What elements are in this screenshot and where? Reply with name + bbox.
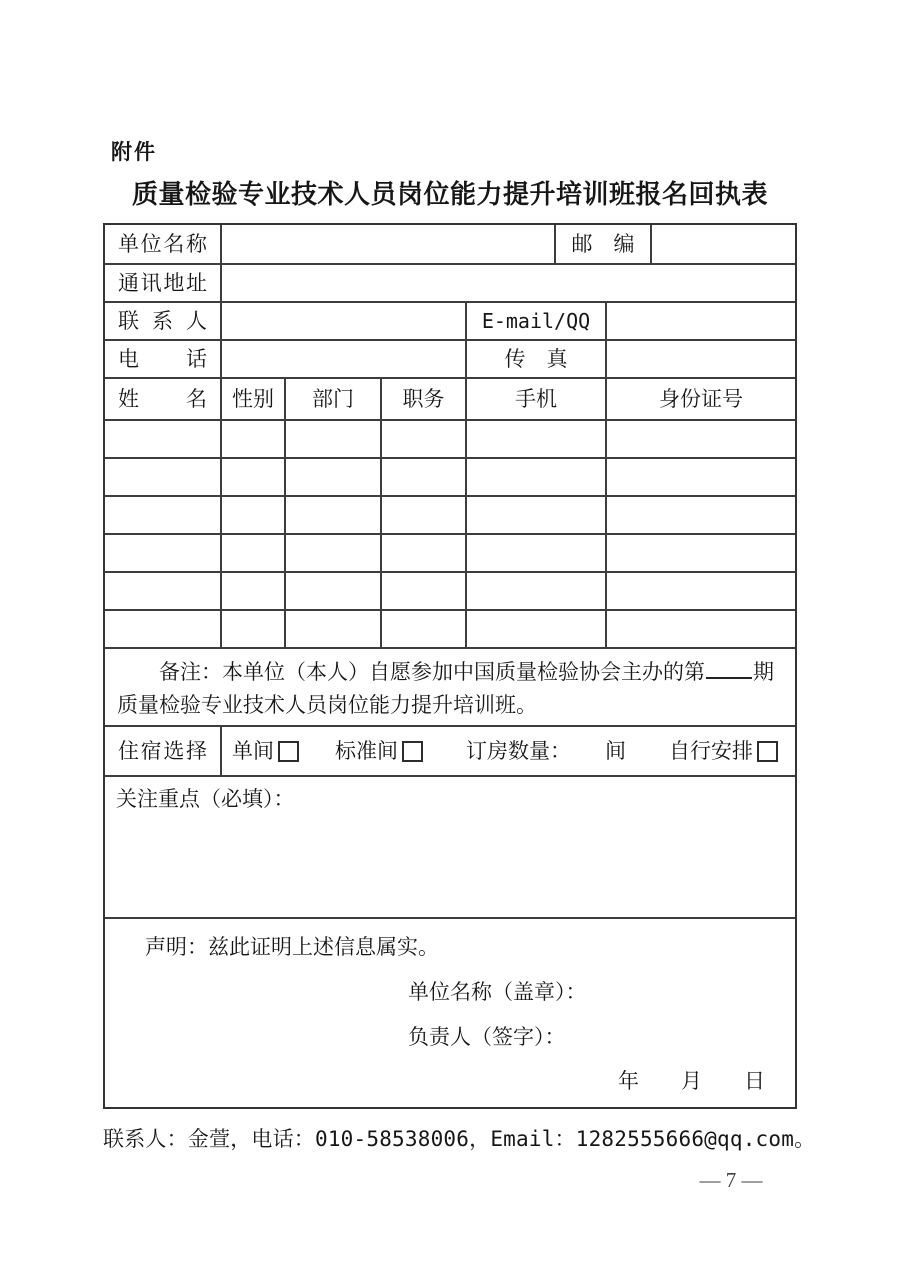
registration-form-table bbox=[103, 223, 797, 1109]
accommodation-row bbox=[105, 725, 795, 775]
roster-cell[interactable] bbox=[105, 573, 220, 609]
declaration-cell bbox=[105, 919, 795, 1107]
roster-header-name: 姓名 bbox=[118, 387, 207, 411]
fax-label: 传 真 bbox=[465, 341, 605, 377]
remark-line1 bbox=[117, 656, 783, 689]
roster-empty-row bbox=[105, 609, 795, 647]
roster-cell[interactable] bbox=[465, 573, 605, 609]
email-qq-field[interactable] bbox=[605, 303, 795, 339]
roster-cell[interactable] bbox=[220, 535, 284, 571]
single-room-checkbox[interactable] bbox=[278, 741, 299, 762]
roster-cell[interactable] bbox=[380, 497, 465, 533]
phone-label: 电话 bbox=[118, 347, 207, 371]
roster-header-position: 职务 bbox=[380, 379, 465, 419]
roster-cell[interactable] bbox=[220, 459, 284, 495]
roster-cell[interactable] bbox=[605, 535, 795, 571]
page-number: — 7 — bbox=[699, 1168, 763, 1192]
roster-empty-row bbox=[105, 457, 795, 495]
booking-qty-label: 订房数量： bbox=[466, 738, 571, 763]
roster-header-gender: 性别 bbox=[220, 379, 284, 419]
contact-person-field[interactable] bbox=[220, 303, 465, 339]
roster-cell[interactable] bbox=[605, 573, 795, 609]
roster-cell[interactable] bbox=[284, 535, 380, 571]
remark-line2: 质量检验专业技术人员岗位能力提升培训班。 bbox=[117, 693, 537, 717]
roster-header-row bbox=[105, 377, 795, 419]
standard-room-checkbox[interactable] bbox=[402, 741, 423, 762]
page-title: 质量检验专业技术人员岗位能力提升培训班报名回执表 bbox=[131, 180, 768, 209]
roster-cell[interactable] bbox=[605, 459, 795, 495]
focus-label: 关注重点（必填）： bbox=[116, 787, 295, 811]
roster-cell[interactable] bbox=[220, 611, 284, 647]
roster-cell[interactable] bbox=[380, 535, 465, 571]
roster-cell[interactable] bbox=[380, 573, 465, 609]
declaration-statement: 声明：兹此证明上述信息属实。 bbox=[145, 935, 439, 959]
roster-cell[interactable] bbox=[605, 611, 795, 647]
room-unit-label: 间 bbox=[605, 738, 626, 763]
address-label: 通讯地址 bbox=[118, 271, 207, 295]
unit-name-label: 单位名称 bbox=[118, 232, 207, 256]
attachment-label: 附件 bbox=[111, 141, 157, 164]
roster-cell[interactable] bbox=[284, 497, 380, 533]
roster-empty-row bbox=[105, 533, 795, 571]
accommodation-label: 住宿选择 bbox=[118, 739, 207, 763]
roster-cell[interactable] bbox=[465, 535, 605, 571]
roster-cell[interactable] bbox=[284, 611, 380, 647]
signer-label: 负责人（签字）： bbox=[408, 1025, 566, 1049]
roster-header-id-number: 身份证号 bbox=[605, 379, 795, 419]
address-row bbox=[105, 263, 795, 301]
footer-contact: 联系人：金萱，电话：010-58538006，Email：1282555666@qq.com。 bbox=[103, 1127, 816, 1151]
roster-empty-row bbox=[105, 571, 795, 609]
accommodation-options bbox=[220, 727, 795, 775]
unit-seal-label: 单位名称（盖章）： bbox=[408, 980, 587, 1004]
roster-cell[interactable] bbox=[284, 421, 380, 457]
address-field[interactable] bbox=[220, 265, 795, 301]
contact-row bbox=[105, 301, 795, 339]
remark-line1-suffix: 期 bbox=[753, 660, 774, 684]
roster-cell[interactable] bbox=[465, 459, 605, 495]
date-line: 年 月 日 bbox=[618, 1069, 765, 1093]
roster-cell[interactable] bbox=[105, 497, 220, 533]
roster-cell[interactable] bbox=[105, 421, 220, 457]
roster-empty-row bbox=[105, 419, 795, 457]
declaration-row bbox=[105, 917, 795, 1107]
session-number-blank[interactable] bbox=[706, 677, 752, 679]
postal-code-label: 邮 编 bbox=[554, 225, 650, 263]
unit-name-field[interactable] bbox=[220, 225, 554, 263]
roster-cell[interactable] bbox=[105, 611, 220, 647]
phone-field[interactable] bbox=[220, 341, 465, 377]
roster-cell[interactable] bbox=[380, 459, 465, 495]
roster-cell[interactable] bbox=[105, 535, 220, 571]
remark-line1-prefix: 备注：本单位（本人）自愿参加中国质量检验协会主办的第 bbox=[159, 660, 705, 684]
roster-cell[interactable] bbox=[220, 421, 284, 457]
contact-person-label: 联系人 bbox=[118, 309, 207, 333]
unit-name-row bbox=[105, 225, 795, 263]
email-qq-label: E-mail/QQ bbox=[465, 303, 605, 339]
phone-row bbox=[105, 339, 795, 377]
roster-empty-row bbox=[105, 495, 795, 533]
roster-cell[interactable] bbox=[284, 573, 380, 609]
roster-cell[interactable] bbox=[605, 497, 795, 533]
standard-room-label: 标准间 bbox=[335, 738, 398, 763]
roster-cell[interactable] bbox=[380, 421, 465, 457]
single-room-label: 单间 bbox=[232, 738, 274, 763]
remark-row bbox=[105, 647, 795, 725]
focus-row bbox=[105, 775, 795, 917]
postal-code-field[interactable] bbox=[650, 225, 795, 263]
roster-empty-rows bbox=[105, 419, 795, 647]
self-arrange-checkbox[interactable] bbox=[757, 741, 778, 762]
self-arrange-label: 自行安排 bbox=[669, 738, 753, 763]
roster-cell[interactable] bbox=[220, 497, 284, 533]
roster-cell[interactable] bbox=[105, 459, 220, 495]
roster-cell[interactable] bbox=[605, 421, 795, 457]
roster-cell[interactable] bbox=[380, 611, 465, 647]
roster-cell[interactable] bbox=[220, 573, 284, 609]
roster-cell[interactable] bbox=[465, 421, 605, 457]
roster-cell[interactable] bbox=[465, 497, 605, 533]
remark-cell bbox=[105, 649, 795, 725]
fax-field[interactable] bbox=[605, 341, 795, 377]
roster-header-mobile: 手机 bbox=[465, 379, 605, 419]
roster-header-department: 部门 bbox=[284, 379, 380, 419]
roster-cell[interactable] bbox=[284, 459, 380, 495]
focus-field[interactable] bbox=[105, 777, 795, 917]
roster-cell[interactable] bbox=[465, 611, 605, 647]
